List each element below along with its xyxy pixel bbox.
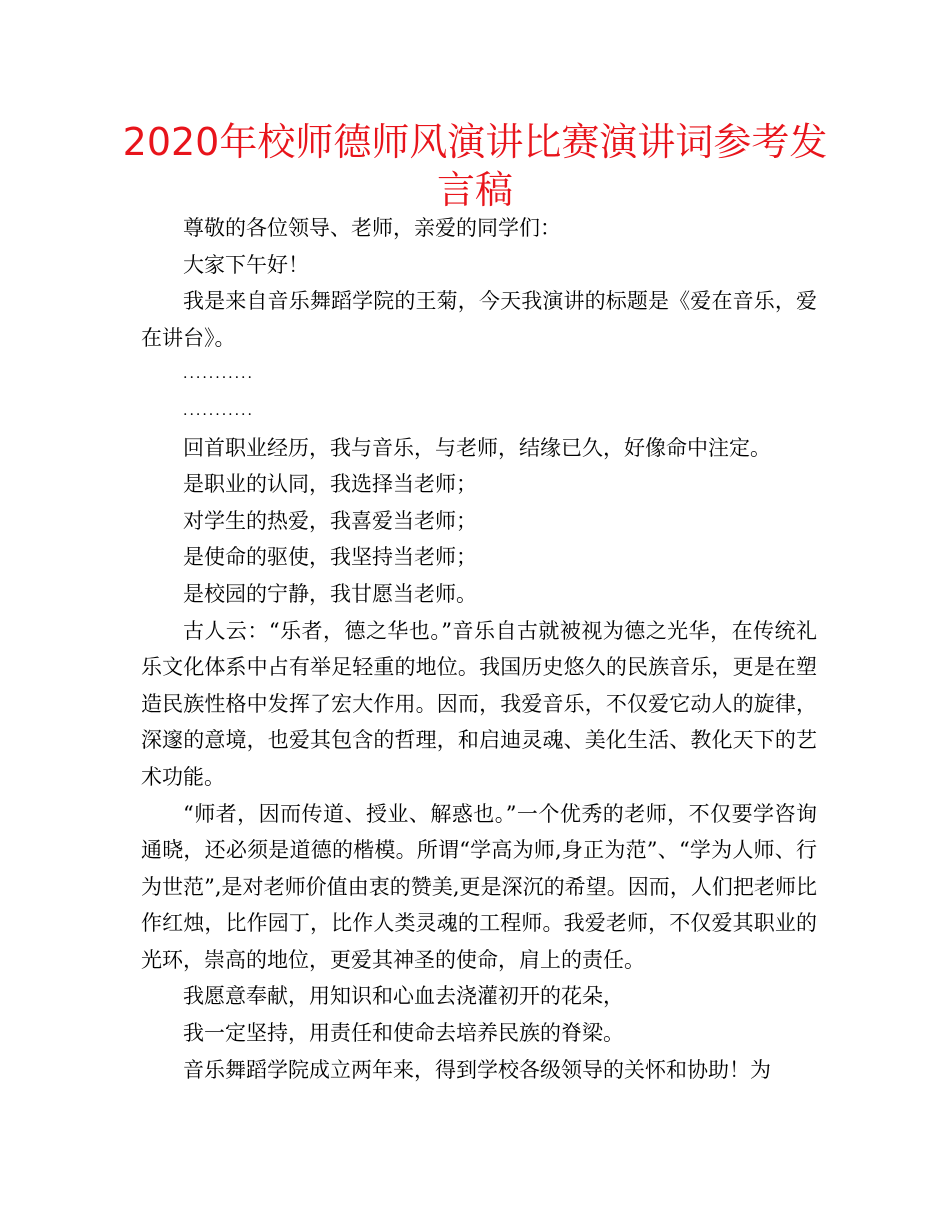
paragraph-good-afternoon: 大家下午好！ [183, 252, 309, 277]
paragraph-greeting: 尊敬的各位领导、老师，亲爱的同学们： [183, 216, 561, 240]
paragraph-career-review: 回首职业经历，我与音乐，与老师，结缘已久，好像命中注定。 [183, 435, 771, 460]
paragraph-music: 古人云：“乐者，德之华也。”音乐自古就被视为德之光华，在传统礼乐文化体系中占有举足轻重的地位。我国历史悠久的民族音乐，更是在塑造民族性格中发挥了宏大作用。因而，我爱音乐，不仅爱它动人的旋律，深邃的意境，也爱其包含的哲理，和启迪灵魂、美化生活、教化天下的艺术功能。 [141, 618, 817, 789]
paragraph-line: 是使命的驱使，我坚持当老师； [183, 545, 477, 570]
paragraph-line: 是校园的宁静，我甘愿当老师。 [183, 581, 477, 606]
paragraph-introduction: 我是来自音乐舞蹈学院的王菊，今天我演讲的标题是《爱在音乐，爱在讲台》。 [141, 289, 817, 350]
document-body [141, 210, 817, 1088]
paragraph-college: 音乐舞蹈学院成立两年来，得到学校各级领导的关怀和协助！为 [183, 1057, 771, 1082]
ellipsis-line: ........... [183, 402, 254, 419]
ellipsis-line: ........... [183, 366, 254, 383]
paragraph-line: 我愿意奉献，用知识和心血去浇灌初开的花朵， [183, 984, 624, 1009]
paragraph-teacher: “师者，因而传道、授业、解惑也。”一个优秀的老师，不仅要学咨询通晓，还必须是道德的楷模。所谓“学高为师,身正为范”、“学为人师、行为世范”,是对老师价值由衷的赞美,更是深沉的希望。因而，人们把老师比作红烛，比作园丁，比作人类灵魂的工程师。我爱老师，不仅爱其职业的光环，崇高的地位，更爱其神圣的使命，肩上的责任。 [141, 801, 817, 972]
paragraph-line: 我一定坚持，用责任和使命去培养民族的脊梁。 [183, 1021, 624, 1046]
paragraph-line: 对学生的热爱，我喜爱当老师； [183, 508, 477, 533]
document-title: 2020年校师德师风演讲比赛演讲词参考发言稿 [122, 120, 828, 212]
paragraph-line: 是职业的认同，我选择当老师； [183, 472, 477, 497]
